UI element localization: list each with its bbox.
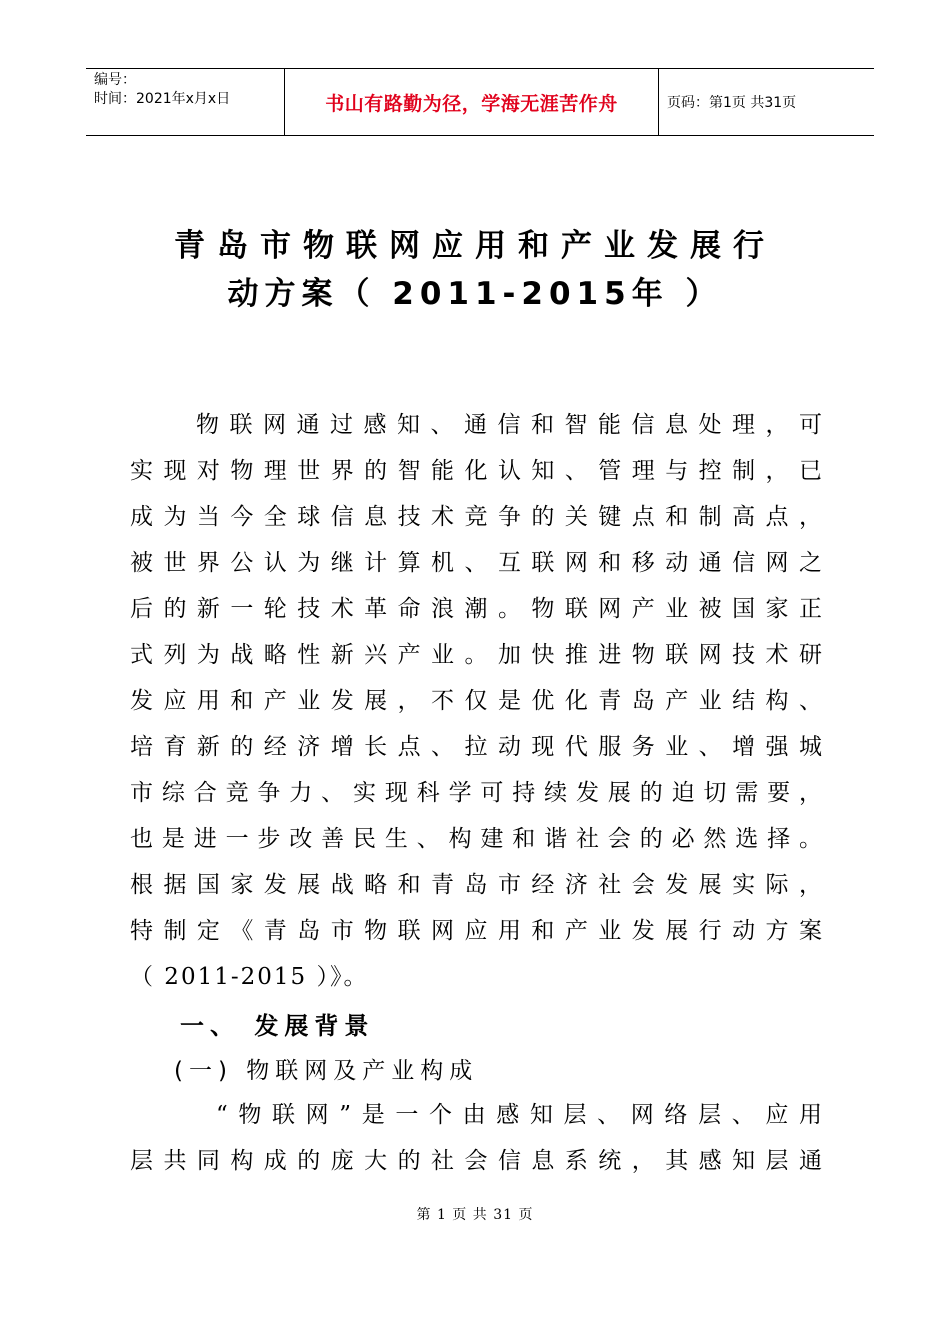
document-title-line1: 青岛市物联网应用和产业发展行 xyxy=(174,228,776,264)
text-line: 市综合竞争力、实现科学可持续发展的迫切需要， xyxy=(130,780,824,806)
serial-label: 编号： xyxy=(94,72,136,88)
text-line: 物联网通过感知、通信和智能信息处理，可 xyxy=(196,412,824,438)
header-page-info: 页码：第1页 共31页 xyxy=(667,95,797,111)
text-line: “物联网”是一个由感知层、网络层、应用 xyxy=(216,1102,824,1128)
section-heading: 一、 发展背景 xyxy=(180,1012,375,1040)
text-line: 后的新一轮技术革命浪潮。物联网产业被国家正 xyxy=(130,596,824,622)
date-label: 时间：2021年x月x日 xyxy=(94,91,231,107)
header-motto: 书山有路勤为径，学海无涯苦作舟 xyxy=(285,69,659,135)
text-line: 式列为战略性新兴产业。加快推进物联网技术研 xyxy=(130,642,824,668)
text-line: 成为当今全球信息技术竞争的关键点和制高点， xyxy=(130,504,824,530)
text-line: 特制定《青岛市物联网应用和产业发展行动方案 xyxy=(130,918,824,944)
text-line: 实现对物理世界的智能化认知、管理与控制，已 xyxy=(130,458,824,484)
definition-paragraph xyxy=(130,1092,824,1184)
document-title-line2: 动方案（ 2011-2015年 ） xyxy=(227,276,723,312)
text-line: 培育新的经济增长点、拉动现代服务业、增强城 xyxy=(130,734,824,760)
text-line: 层共同构成的庞大的社会信息系统，其感知层通 xyxy=(130,1148,824,1174)
page-footer: 第 1 页 共 31 页 xyxy=(416,1207,534,1223)
text-line: 也是进一步改善民生、构建和谐社会的必然选择。 xyxy=(130,826,824,852)
text-line: 被世界公认为继计算机、互联网和移动通信网之 xyxy=(130,550,824,576)
subsection-heading: (一) 物联网及产业构成 xyxy=(174,1058,479,1084)
page-header xyxy=(86,68,874,136)
text-line: 发应用和产业发展，不仅是优化青岛产业结构、 xyxy=(130,688,824,714)
text-line: 根据国家发展战略和青岛市经济社会发展实际， xyxy=(130,872,824,898)
intro-paragraph xyxy=(130,402,824,1000)
text-line: （ 2011-2015 ）》。 xyxy=(130,964,369,990)
header-meta xyxy=(86,69,285,135)
